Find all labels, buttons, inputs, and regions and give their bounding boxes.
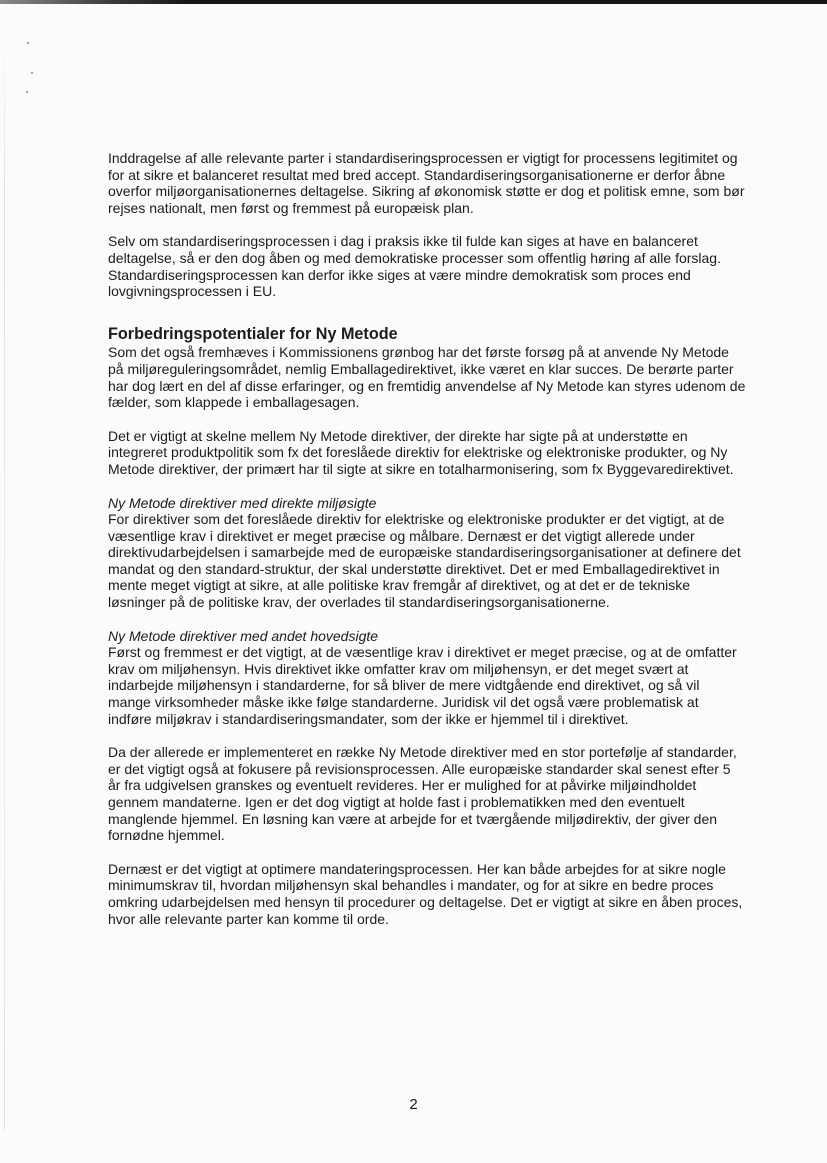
intro-paragraph-2: Selv om standardiseringsprocessen i dag i praksis ikke til fulde kan siges at have en balanceret deltagelse, så er den dog åben og med demokratiske processer som offentlig høring af alle forslag. Standardiseringsprocessen kan derfor ikke siges at være mindre demokratisk som proces end lovgivningsprocessen i EU. bbox=[108, 233, 721, 300]
document-body bbox=[108, 150, 746, 944]
subsection-text-other-aim: Først og fremmest er det vigtigt, at de væsentlige krav i direktivet er meget præcise, og at de omfatter krav om miljøhensyn. Hvis direktivet ikke omfatter krav om miljøhensyn, er det meget svært at indarbejde miljøhensyn i standarderne, for så bliver de mere vidtgående end direktivet, og så vil mange virksomheder måske ikke følge standarderne. Juridisk vil det også være problematisk at indføre miljøkrav i standardiseringsmandater, som der ikke er hjemmel til i direktivet. bbox=[108, 644, 737, 727]
section-paragraph-2: Det er vigtigt at skelne mellem Ny Metode direktiver, der direkte har sigte på at understøtte en integreret produktpolitik som fx det foreslåede direktiv for elektriske og elektroniske produkter, og Ny Metode direktiver, der primært har til sigte at sikre en totalharmonisering, som fx Byggevaredirektivet. bbox=[108, 427, 734, 477]
scan-speck bbox=[31, 72, 33, 74]
scan-speck bbox=[26, 91, 28, 93]
subsection-title-direct-env: Ny Metode direktiver med direkte miljøsigte bbox=[108, 494, 377, 511]
subsection-other-aim bbox=[108, 628, 746, 728]
closing-paragraph-1: Da der allerede er implementeret en række Ny Metode direktiver med en stor portefølje af standarder, er det vigtigt også at fokusere på revisionsprocessen. Alle europæiske standarder skal senest efter 5 år fra udgivelsen granskes og eventuelt revideres. Her er mulighed for at påvirke miljøindholdet gennem mandaterne. Igen er det dog vigtigt at holde fast i problematikken med den eventuelt manglende hjemmel. En løsning kan være at arbejde for et tværgående miljødirektiv, der giver den fornødne hjemmel. bbox=[108, 744, 737, 844]
page-number: 2 bbox=[409, 1096, 418, 1113]
intro-paragraph-1: Inddragelse af alle relevante parter i standardiseringsprocessen er vigtigt for processens legitimitet og for at sikre et balanceret resultat med bred accept. Standardiseringsorganisationerne er derfor åbne overfor miljøorganisationernes deltagelse. Sikring af økonomisk støtte er dog et politisk emne, som bør rejses nationalt, men først og fremmest på europæisk plan. bbox=[108, 150, 745, 216]
section-heading: Forbedringspotentialer for Ny Metode bbox=[108, 324, 398, 343]
scan-top-edge bbox=[0, 0, 827, 4]
section-paragraph-1: Som det også fremhæves i Kommissionens grønbog har det første forsøg på at anvende Ny Metode på miljøreguleringsområdet, nemlig Emballagedirektivet, ikke været en klar succes. De berørte parter har dog lært en del af disse erfaringer, og en fremtidig anvendelse af Ny Metode kan styres udenom de fælder, som klappede i emballagesagen. bbox=[108, 344, 746, 411]
subsection-text-direct-env: For direktiver som det foreslåede direktiv for elektriske og elektroniske produkter er det vigtigt, at de væsentlige krav i direktivet er meget præcise og målbare. Dernæst er det vigtigt allerede under direktivudarbejdelsen i samarbejde med de europæiske standardiseringsorganisationer at definere det mandat og den standard-struktur, der skal understøtte direktivet. Det er med Emballagedirektivet in mente meget vigtigt at sikre, at alle politiske krav fremgår af direktivet, og at det er de tekniske løsninger på de politiske krav, der overlades til standardiseringsorganisationerne. bbox=[108, 511, 741, 611]
scan-speck bbox=[27, 42, 29, 44]
subsection-title-other-aim: Ny Metode direktiver med andet hovedsigte bbox=[108, 627, 379, 644]
closing-paragraph-2: Dernæst er det vigtigt at optimere mandateringsprocessen. Her kan både arbejdes for at sikre nogle minimumskrav til, hvordan miljøhensyn skal behandles i mandater, og for at sikre en bedre proces omkring udarbejdelsen med hensyn til procedurer og deltagelse. Det er vigtigt at sikre en åben proces, hvor alle relevante parter kan komme til orde. bbox=[108, 860, 743, 927]
subsection-direct-env bbox=[108, 495, 746, 611]
scan-left-edge bbox=[4, 30, 5, 1130]
